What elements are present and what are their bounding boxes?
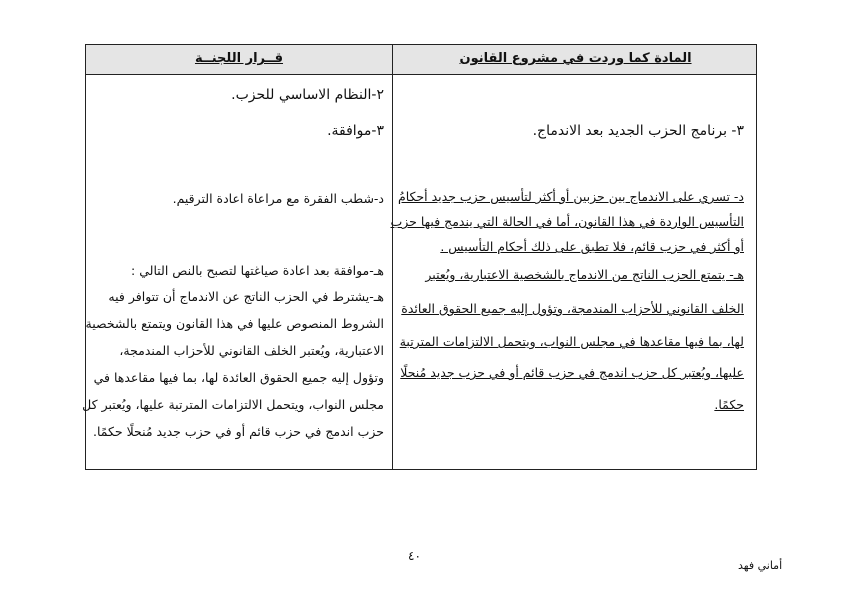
- right-item3: ٣- برنامج الحزب الجديد بعد الاندماج.: [532, 123, 744, 139]
- left-para-h-line2: الشروط المنصوص عليها في هذا القانون ويتمتع بالشخصية: [85, 316, 384, 331]
- right-para-h-line2: الخلف القانوني للأحزاب المندمجة، وتؤول إليه جميع الحقوق العائدة: [401, 301, 744, 316]
- table-header: [86, 45, 756, 75]
- right-para-d-line1: د- تسري على الاندماج بين حزبين أو أكثر لتأسيس حزب جديد أحكامُ: [397, 189, 744, 204]
- right-para-h-line4: عليها، ويُعتبر كل حزب اندمج في حزب قائم أو في حزب جديد مُنحلًا: [400, 365, 744, 380]
- header-committee-decision: قــرار اللجنــة: [194, 51, 284, 66]
- comparison-table: [82, 44, 757, 470]
- right-para-d-line3: أو أكثر في حزب قائم، فلا تطبق على ذلك أحكام التأسيس .: [440, 239, 744, 254]
- left-para-h-line3: الاعتبارية، ويُعتبر الخلف القانوني للأحزاب المندمجة،: [119, 343, 384, 358]
- left-para-h-line4: وتؤول إليه جميع الحقوق العائدة لها، بما فيها مقاعدها في: [93, 370, 384, 385]
- right-para-h-line1: هـ- يتمتع الحزب الناتج من الاندماج بالشخصية الاعتبارية، ويُعتبر: [425, 267, 744, 282]
- left-para-h-line6: حزب اندمج في حزب قائم أو في حزب جديد مُنحلًا حكمًا.: [92, 424, 384, 439]
- left-item2: ٢-النظام الاساسي للحزب.: [231, 87, 384, 103]
- page-number: ٤٠: [408, 549, 421, 563]
- right-para-d-line2: التأسيس الواردة في هذا القانون، أما في الحالة التي يندمج فيها حزب: [390, 214, 744, 229]
- left-para-h-line5: مجلس النواب، ويتحمل الالتزامات المترتبة عليها، ويُعتبر كل: [82, 397, 384, 412]
- footer-author: أماني فهد: [738, 559, 783, 572]
- header-draft-law: المادة كما وردت في مشروع القانون: [459, 51, 692, 66]
- left-para-h-line1: هـ-يشترط في الحزب الناتج عن الاندماج أن تتوافر فيه: [108, 289, 384, 304]
- right-para-h-line3: لها، بما فيها مقاعدها في مجلس النواب، ويتحمل الالتزامات المترتبة: [399, 334, 744, 349]
- column-divider: [392, 45, 393, 469]
- left-para-d: د-شطب الفقرة مع مراعاة اعادة الترقيم.: [172, 191, 384, 206]
- left-item3: ٣-موافقة.: [327, 123, 384, 139]
- right-para-h-line5: حكمًا.: [714, 397, 744, 412]
- left-para-h-intro: هـ-موافقة بعد اعادة صياغتها لتصبح بالنص التالي :: [131, 263, 384, 278]
